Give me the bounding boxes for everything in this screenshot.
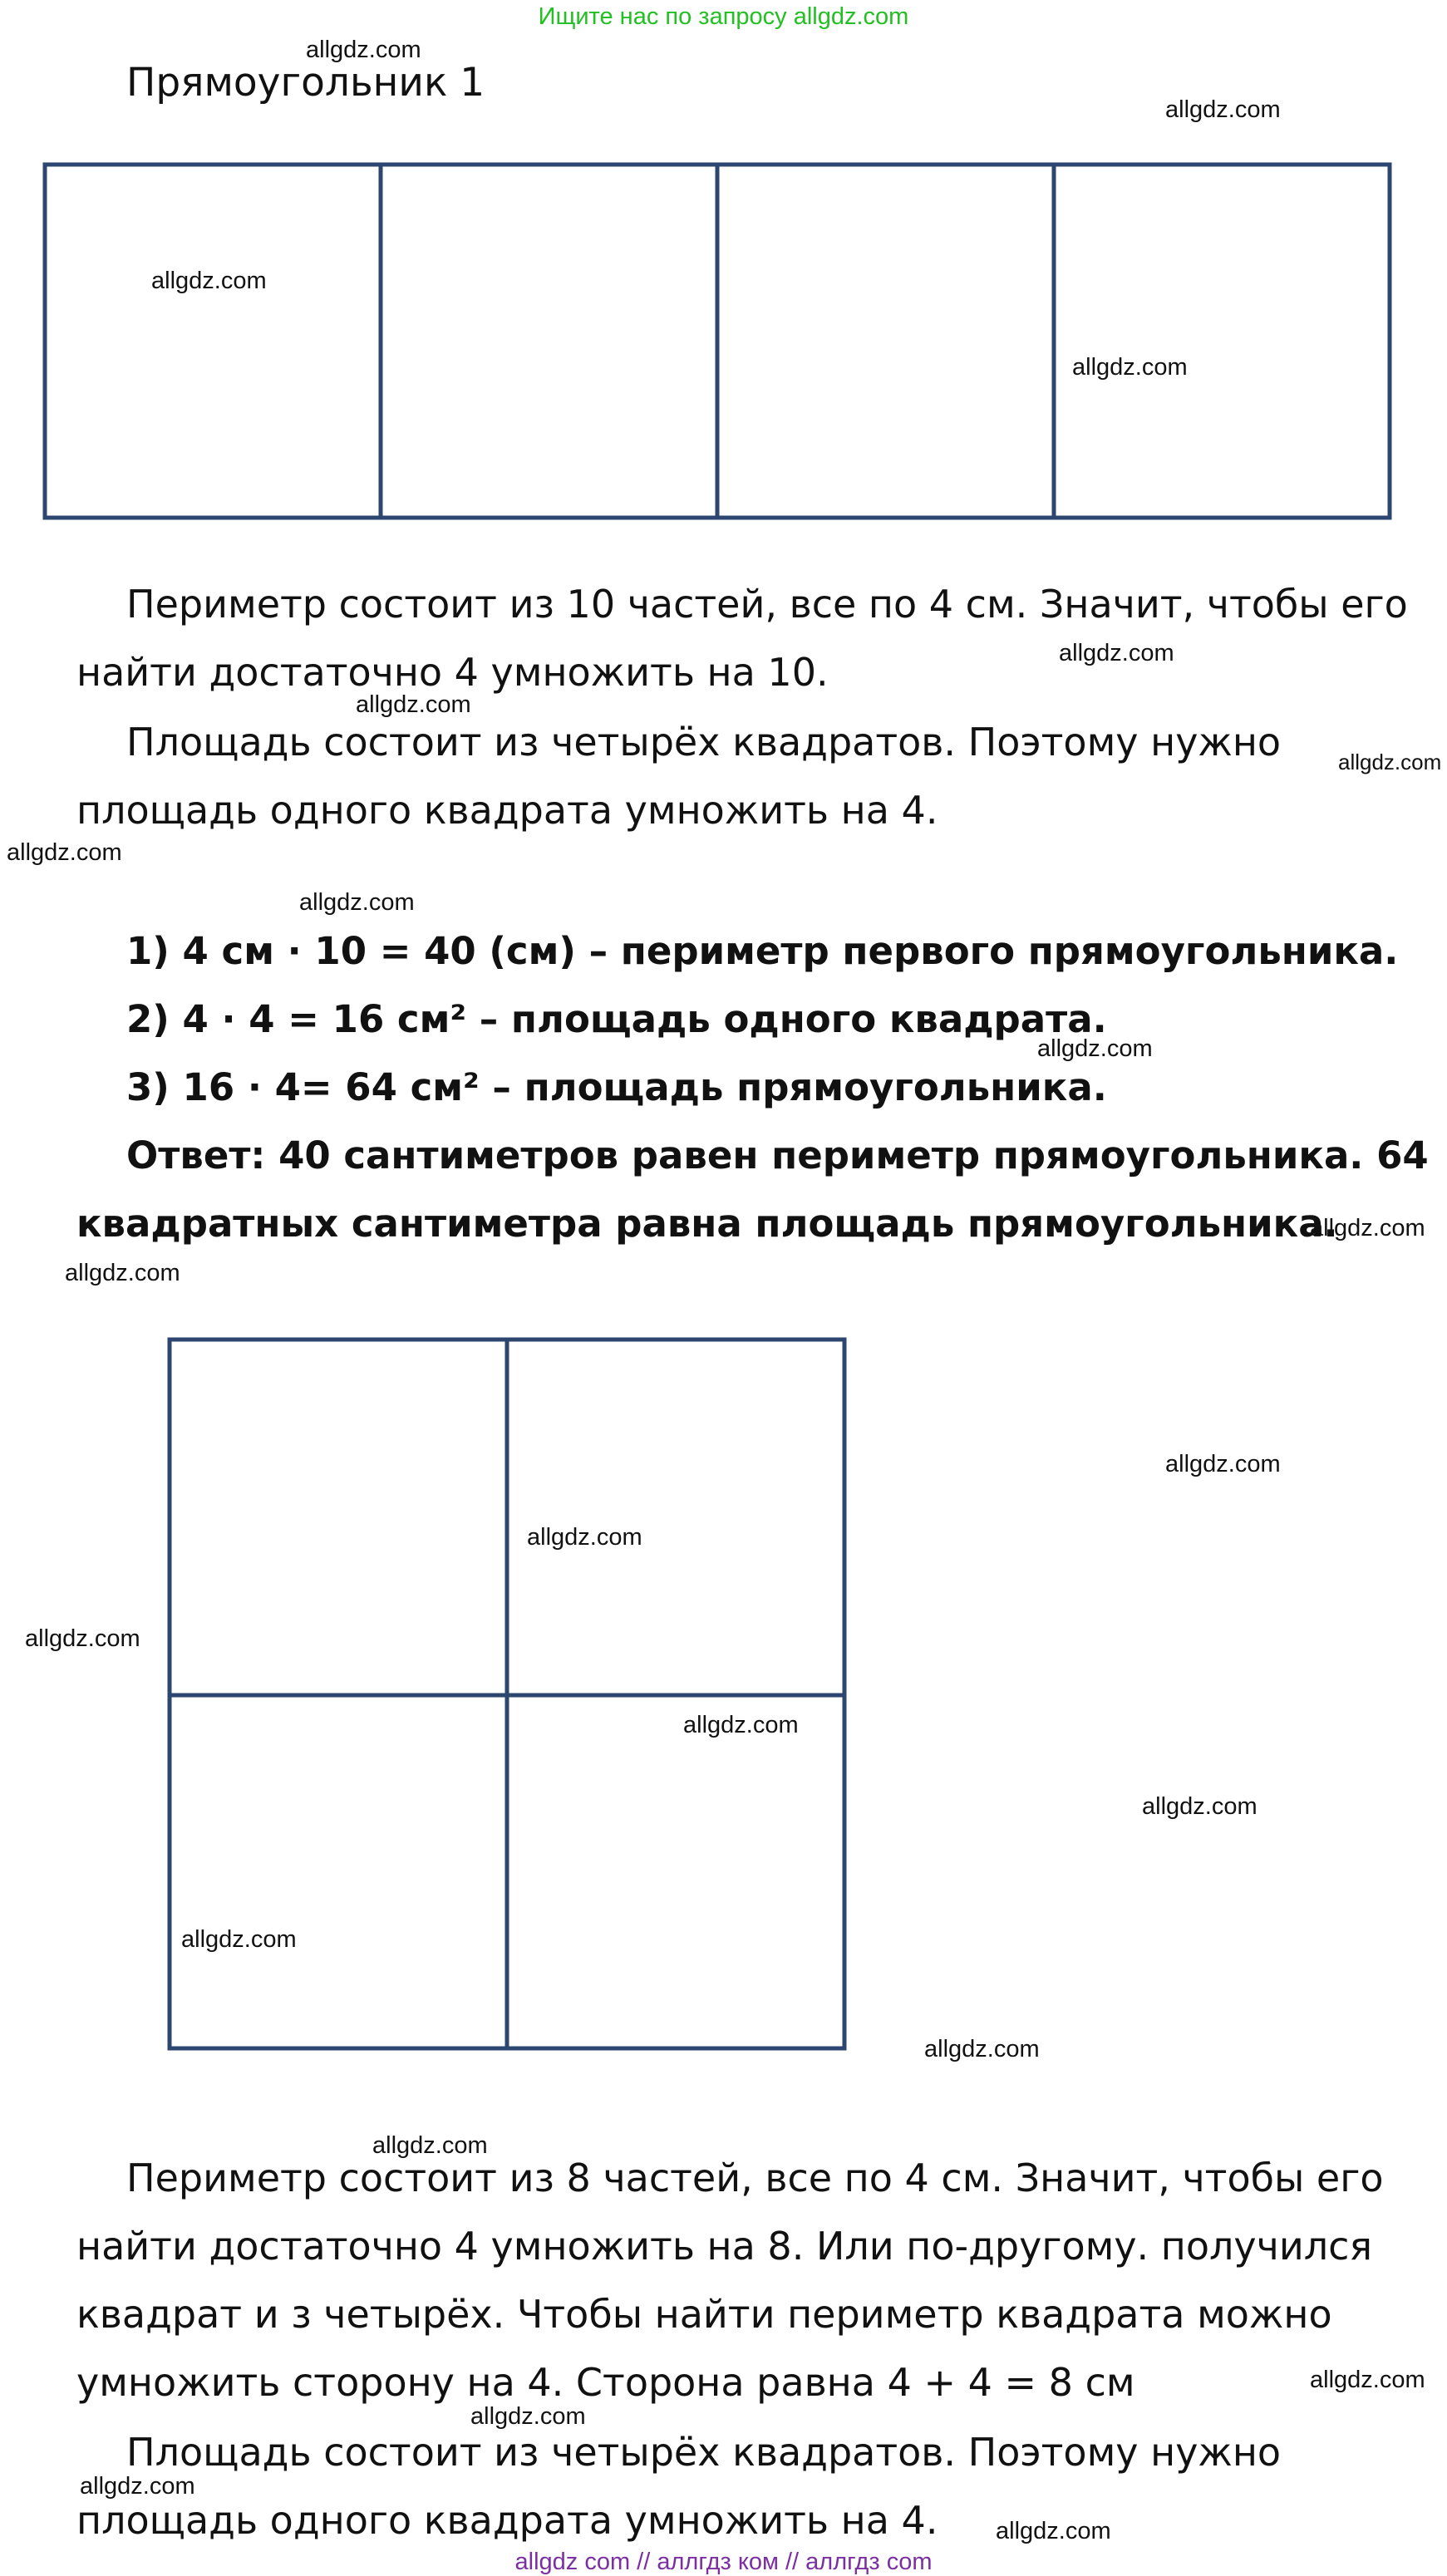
watermark: allgdz.com [25,1625,140,1652]
watermark: allgdz.com [151,268,267,294]
text-line: найти достаточно 4 умножить на 10. [76,650,829,695]
watermark: allgdz.com [924,2036,1040,2062]
watermark: allgdz.com [1338,750,1442,774]
watermark: allgdz.com [299,889,415,916]
rectangle-1-perimeter-text [76,570,1423,706]
solution-step: 3) 16 · 4= 64 см² – площадь прямоугольника. [126,1065,1107,1109]
watermark: allgdz.com [1310,2367,1425,2393]
rectangle-1-title: Прямоугольник 1 [126,60,485,106]
rectangle-1-solution-steps [76,917,1429,1258]
text-line: Площадь состоит из четырёх квадратов. Поэтому нужно [126,720,1282,764]
text-line: найти достаточно 4 умножить на 8. Или по-другому. получился [76,2224,1373,2269]
watermark: allgdz.com [356,691,471,718]
watermark: allgdz.com [1165,1451,1281,1477]
watermark: allgdz.com [683,1712,799,1738]
watermark: allgdz.com [1142,1793,1258,1820]
watermark: allgdz.com [306,37,421,63]
watermark: allgdz.com [1059,640,1174,666]
watermark: allgdz.com [80,2473,195,2500]
text-line: умножить сторону на 4. Сторона равна 4 + 4 = 8 см [76,2360,1135,2405]
answer-line: квадратных сантиметра равна площадь прямоугольника. [76,1202,1338,1246]
square-perimeter-text [76,2144,1423,2416]
solution-step: 1) 4 см · 10 = 40 (см) – периметр первого прямоугольника. [126,929,1399,973]
footer-links[interactable]: allgdz com // аллгдз ком // аллгдз com [514,2549,933,2575]
text-line: площадь одного квадрата умножить на 4. [76,2498,938,2543]
watermark: allgdz.com [1072,354,1188,381]
watermark: allgdz.com [1310,1215,1425,1241]
watermark: allgdz.com [996,2518,1111,2544]
watermark: allgdz.com [7,839,122,866]
watermark: allgdz.com [372,2132,488,2159]
text-line: Площадь состоит из четырёх квадратов. Поэтому нужно [126,2430,1282,2475]
text-line: Периметр состоит из 10 частей, все по 4 см. Значит, чтобы его [126,582,1408,627]
rectangle-1-figure [45,165,1390,518]
search-banner[interactable]: Ищите нас по запросу allgdz.com [538,3,909,30]
watermark: allgdz.com [65,1260,180,1286]
watermark: allgdz.com [1037,1035,1153,1062]
solution-step: 2) 4 · 4 = 16 см² – площадь одного квадрата. [126,997,1107,1041]
watermark: allgdz.com [527,1524,642,1551]
text-line: площадь одного квадрата умножить на 4. [76,788,938,833]
watermark: allgdz.com [181,1926,297,1953]
watermark: allgdz.com [470,2403,586,2430]
text-line: квадрат и з четырёх. Чтобы найти периметр квадрата можно [76,2292,1332,2337]
square-area-text [76,2418,1423,2554]
watermark: allgdz.com [1165,96,1281,123]
rectangle-1-area-text [76,708,1423,844]
answer-line: Ответ: 40 сантиметров равен периметр прямоугольника. 64 [126,1133,1429,1177]
text-line: Периметр состоит из 8 частей, все по 4 см. Значит, чтобы его [126,2156,1384,2200]
